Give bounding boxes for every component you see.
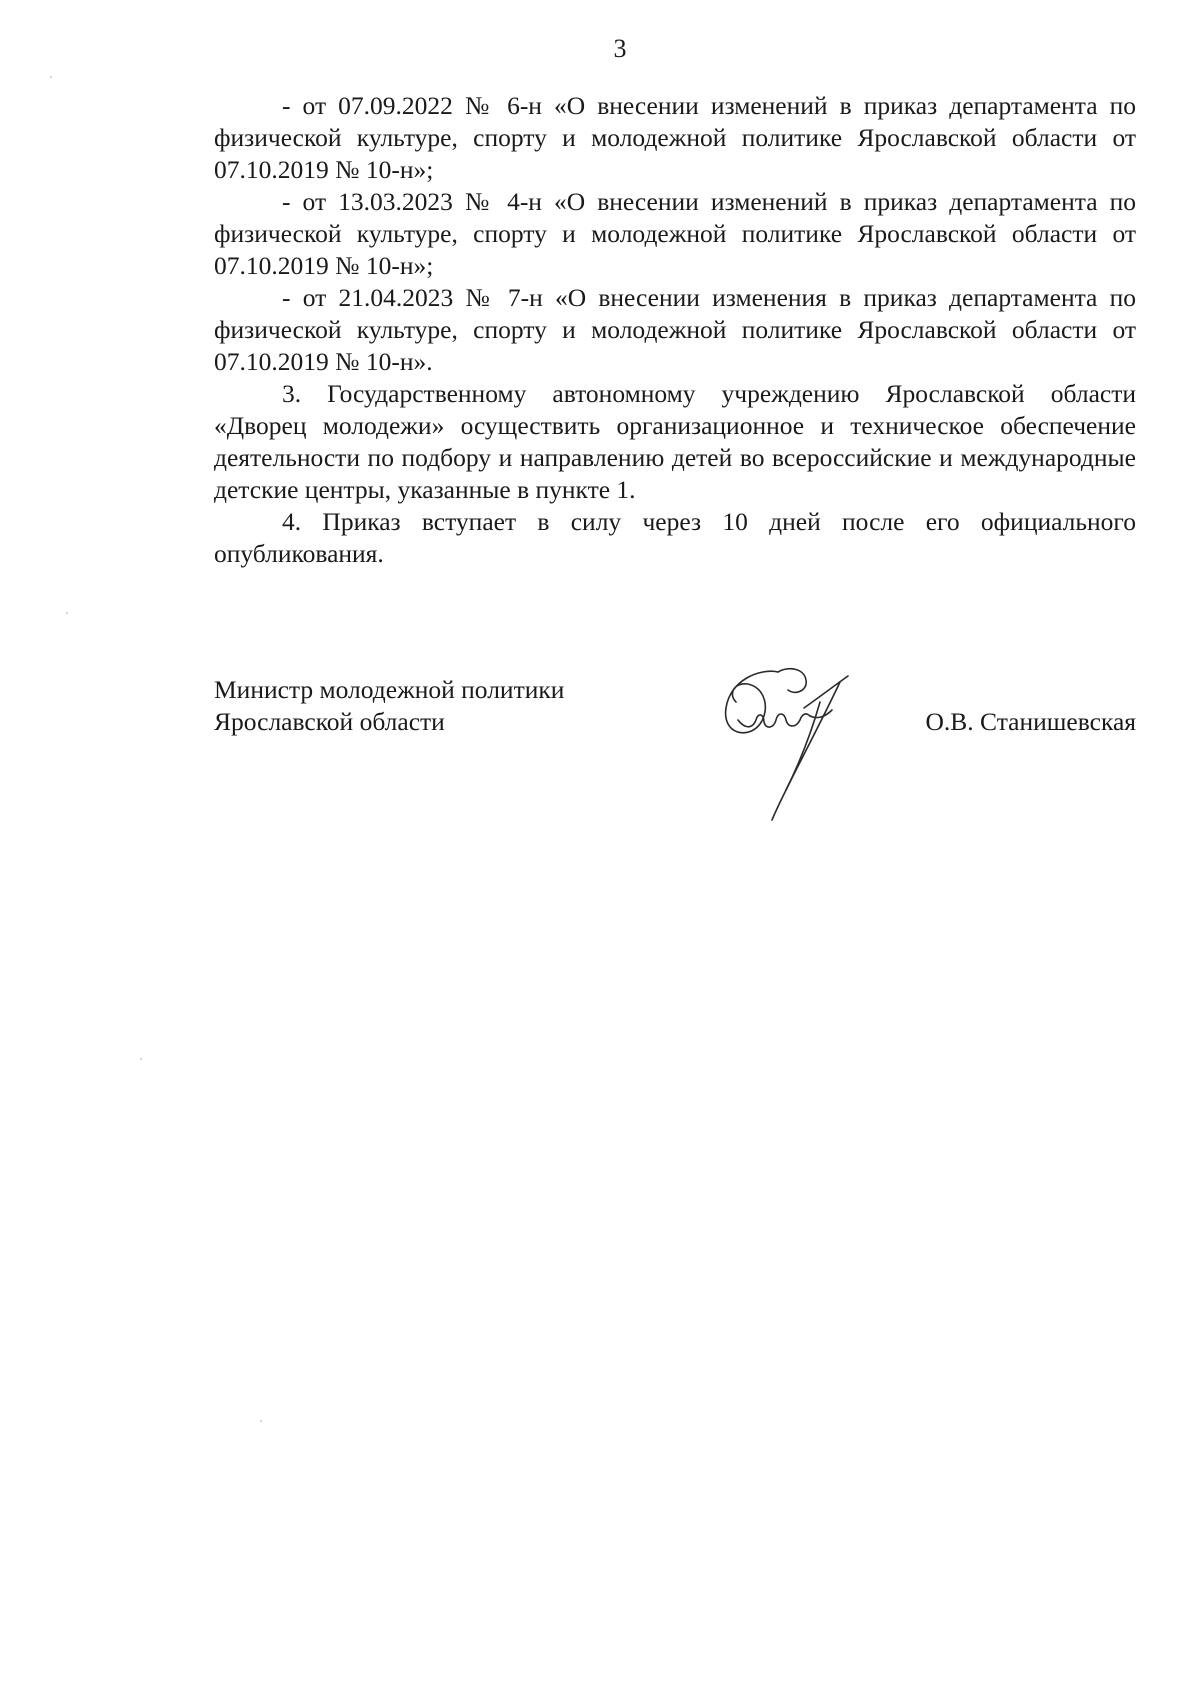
signer-position-line-1: Министр молодежной политики: [214, 675, 565, 704]
amendment-item-2: - от 13.03.2023 № 4-н «О внесении изменений в приказ департамента по физической культуре, спорту и молодежной политике Ярославской области от 07.10.2019 № 10-н»;: [214, 187, 1136, 280]
scan-speck: [140, 1058, 142, 1060]
amendment-item-3: - от 21.04.2023 № 7-н «О внесении изменения в приказ департамента по физической культуре, спорту и молодежной политике Ярославской области от 07.10.2019 № 10-н».: [214, 283, 1136, 376]
document-body: [214, 90, 1136, 570]
handwritten-signature: [708, 650, 878, 830]
scan-speck: [260, 1420, 262, 1422]
scan-speck: [50, 76, 52, 78]
amendment-item-1: - от 07.09.2022 № 6-н «О внесении изменений в приказ департамента по физической культуре, спорту и молодежной политике Ярославской области от 07.10.2019 № 10-н»;: [214, 91, 1136, 184]
clause-4: 4. Приказ вступает в силу через 10 дней после его официального опубликования.: [214, 507, 1136, 568]
signer-position-line-2: Ярославской области: [214, 707, 445, 736]
signature-block: [214, 674, 1136, 834]
clause-3: 3. Государственному автономному учреждению Ярославской области «Дворец молодежи» осуществить организационное и техническое обеспечение деятельности по подбору и направлению детей во всероссийские и международные детские центры, указанные в пункте 1.: [214, 379, 1136, 504]
signer-position: [214, 674, 564, 738]
page-number: 3: [613, 34, 627, 63]
signer-name: О.В. Станишевская: [925, 707, 1136, 736]
scan-speck: [66, 612, 68, 614]
